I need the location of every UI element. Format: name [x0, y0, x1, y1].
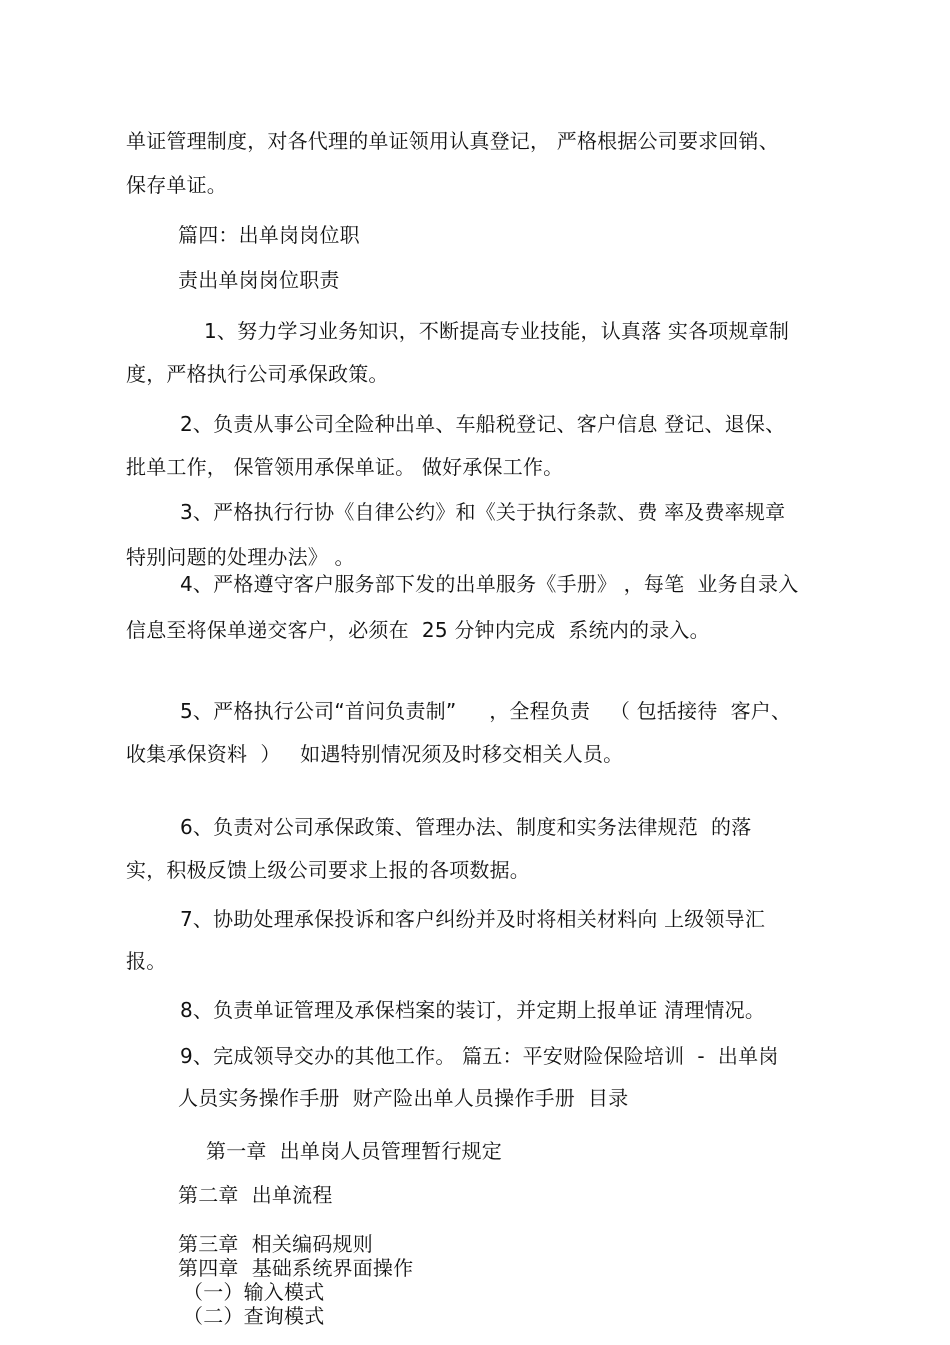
toc-item: 第四章 基础系统界面操作 — [178, 1256, 414, 1280]
toc-item: 第二章 出单流程 — [178, 1183, 333, 1207]
text-line: 2、负责从事公司全险种出单、车船税登记、客户信息 登记、退保、 — [180, 412, 786, 436]
text-line: 报。 — [126, 949, 167, 973]
text-line: 1、努力学习业务知识，不断提高专业技能，认真落 实各项规章制 — [204, 319, 790, 343]
text-line: 3、严格执行行协《自律公约》和《关于执行条款、费 率及费率规章 — [180, 500, 786, 524]
toc-item: （二）查询模式 — [183, 1304, 325, 1328]
text-line: 9、完成领导交办的其他工作。 篇五：平安财险保险培训 - 出单岗 — [180, 1044, 779, 1068]
text-line: 批单工作， 保管领用承保单证。 做好承保工作。 — [126, 455, 564, 479]
text-line: 单证管理制度，对各代理的单证领用认真登记， 严格根据公司要求回销、 — [126, 129, 779, 153]
text-line: 保存单证。 — [126, 173, 227, 197]
text-line: 6、负责对公司承保政策、管理办法、制度和实务法律规范 的落 — [180, 815, 752, 839]
text-line: 实，积极反馈上级公司要求上报的各项数据。 — [126, 858, 530, 882]
text-line: 8、负责单证管理及承保档案的装订，并定期上报单证 清理情况。 — [180, 998, 766, 1022]
text-line: 4、严格遵守客户服务部下发的出单服务《手册》 ，每笔 业务自录入 — [180, 572, 799, 596]
toc-item: 第三章 相关编码规则 — [178, 1232, 373, 1256]
text-line: 信息至将保单递交客户，必须在 25 分钟内完成 系统内的录入。 — [126, 618, 710, 642]
text-line: 特别问题的处理办法》 。 — [126, 545, 355, 569]
toc-item: 第一章 出单岗人员管理暂行规定 — [206, 1139, 502, 1163]
toc-item: （一）输入模式 — [183, 1280, 325, 1304]
section-heading: 篇四：出单岗岗位职 — [178, 223, 360, 247]
text-line: 7、协助处理承保投诉和客户纠纷并及时将相关材料向 上级领导汇 — [180, 907, 766, 931]
text-line: 人员实务操作手册 财产险出单人员操作手册 目录 — [178, 1086, 629, 1110]
text-line: 度，严格执行公司承保政策。 — [126, 362, 389, 386]
section-subheading: 责出单岗岗位职责 — [178, 268, 340, 292]
text-line: 收集承保资料 ） 如遇特别情况须及时移交相关人员。 — [126, 742, 624, 766]
text-line: 5、严格执行公司“首问负责制” ，全程负责 （ 包括接待 客户、 — [180, 699, 792, 723]
